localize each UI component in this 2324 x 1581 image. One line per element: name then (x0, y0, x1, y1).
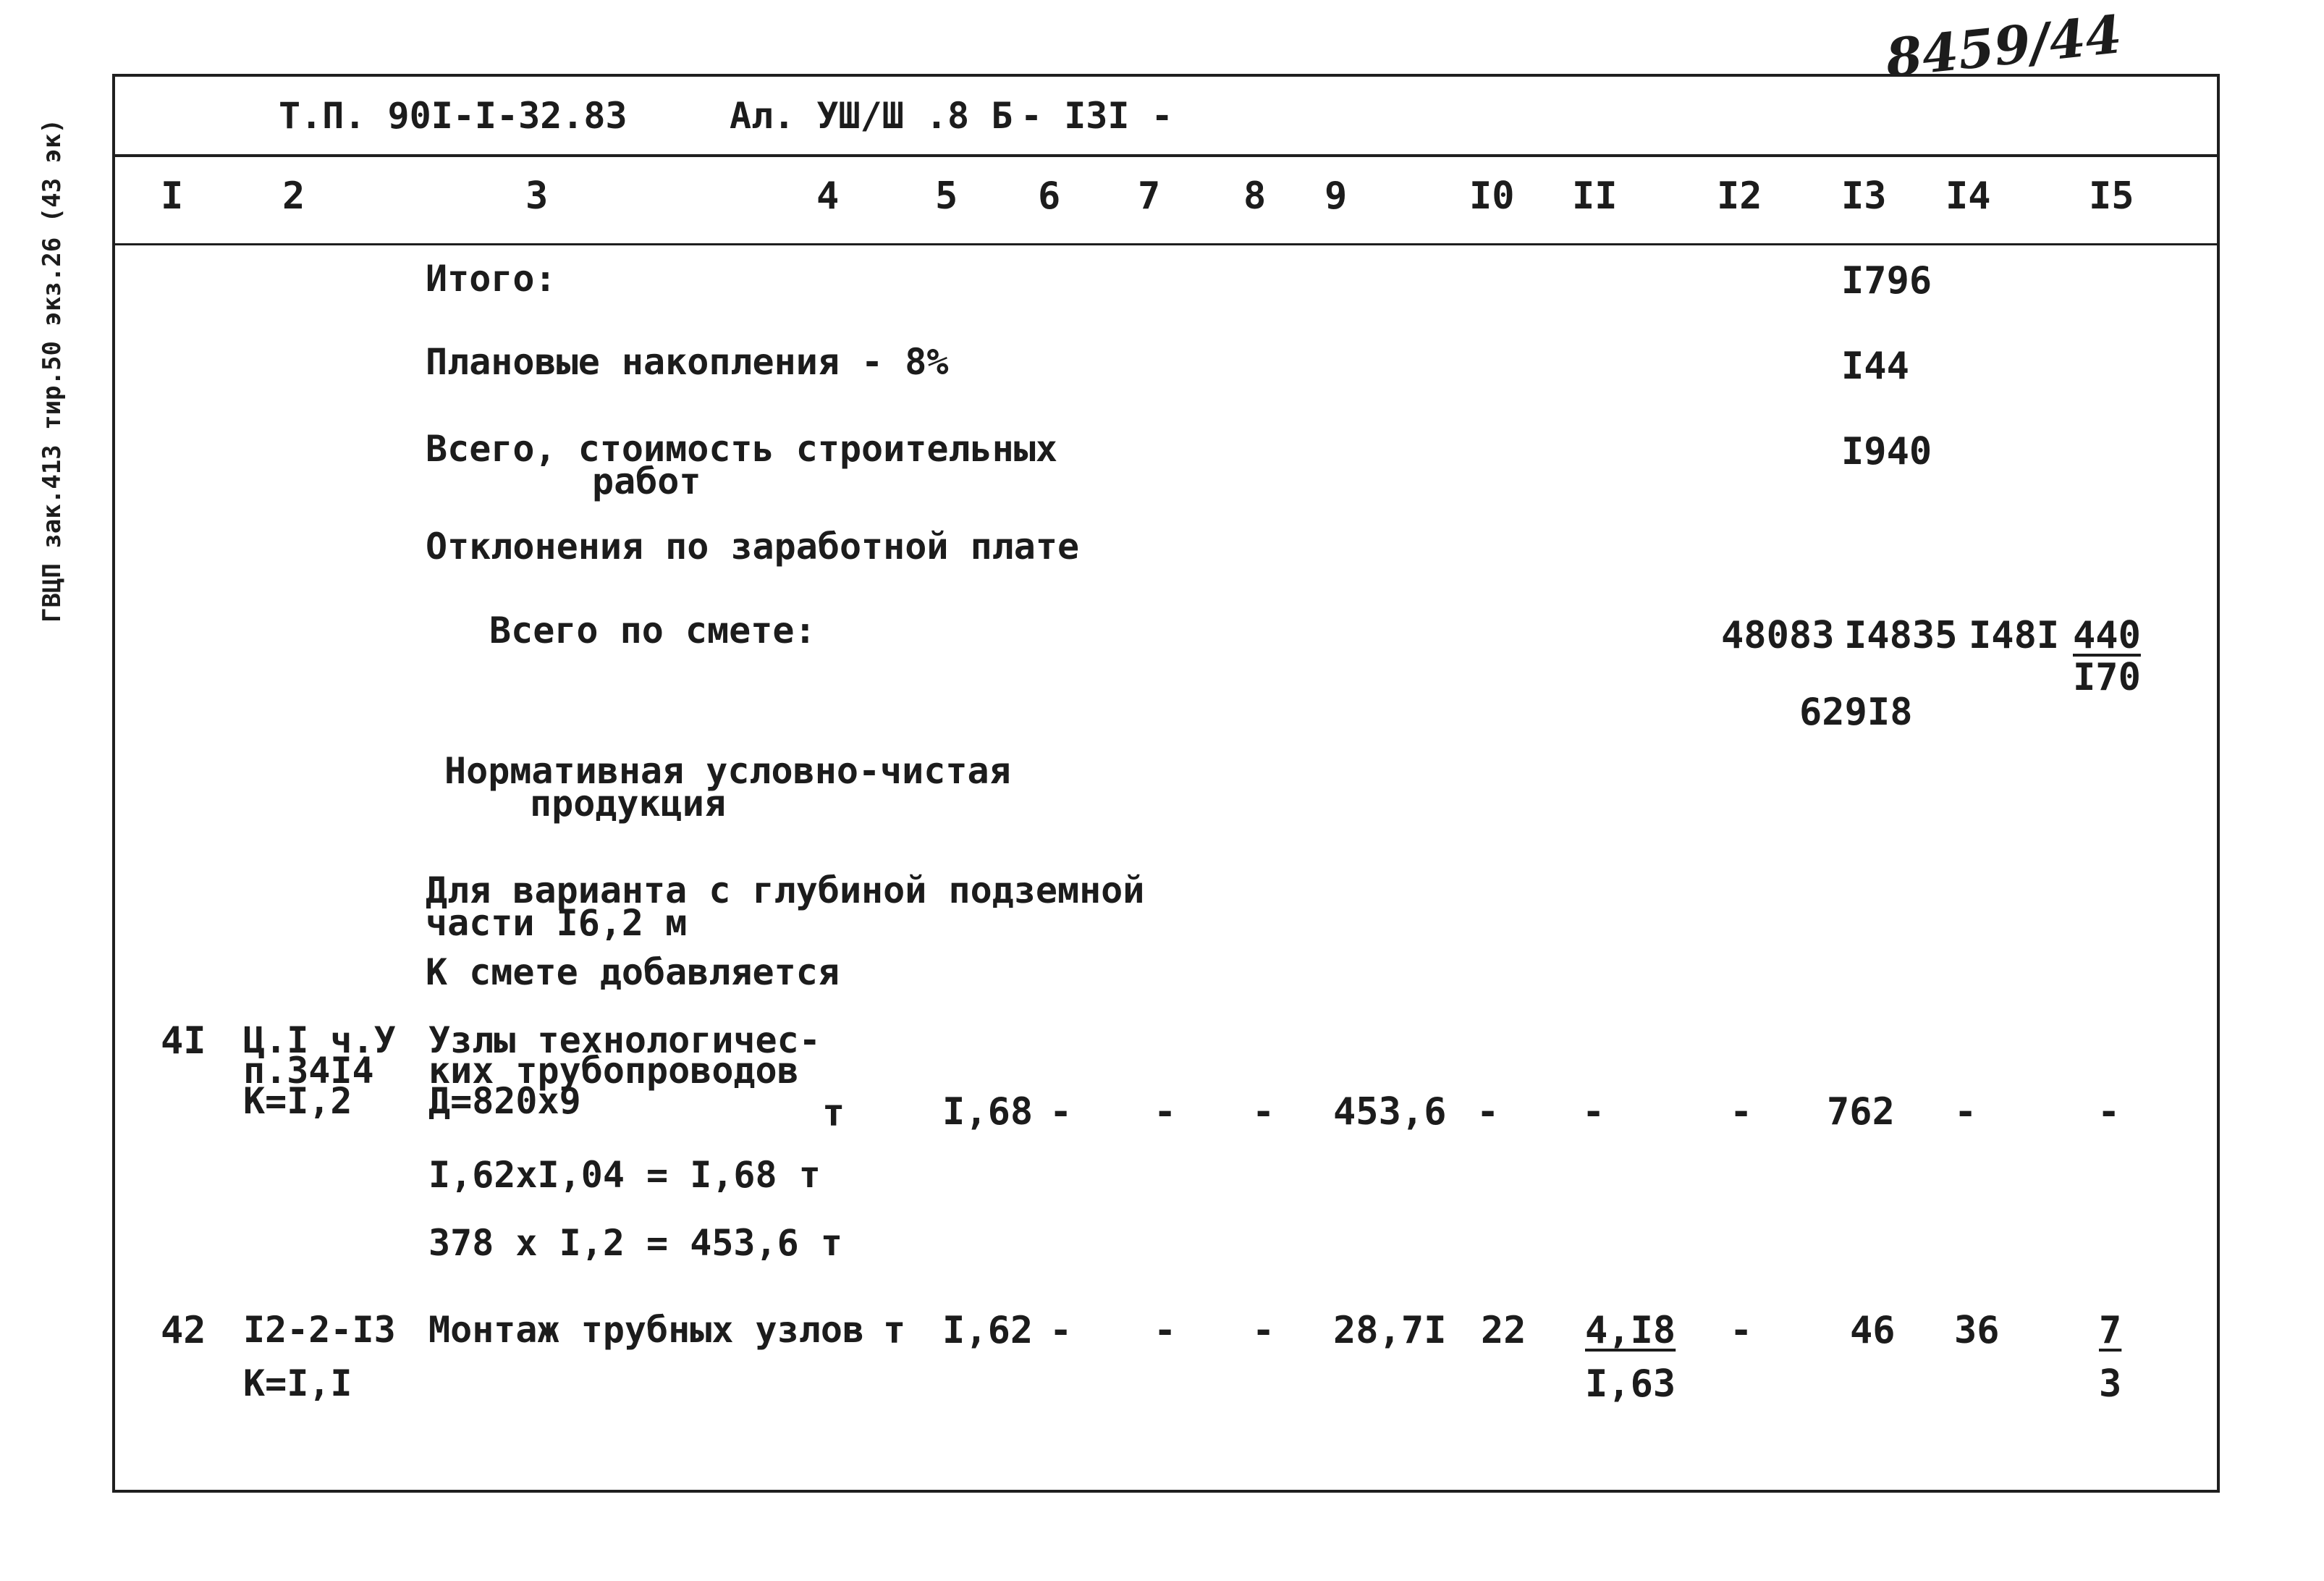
column-number: I2 (1717, 174, 1762, 218)
column-number: 9 (1324, 174, 1348, 218)
variant-note-cont: части I6,2 м (426, 902, 688, 944)
column-number: 7 (1138, 174, 1161, 218)
row-col15-numerator: 7 (2099, 1309, 2122, 1352)
smeta-col14: I48I (1969, 614, 2060, 657)
planovye-col13: I44 (1841, 345, 1909, 388)
row-col12: - (1730, 1090, 1753, 1134)
smeta-col15-denominator: I70 (2073, 656, 2141, 699)
row-col6: - (1049, 1090, 1073, 1134)
row-unit: т (883, 1309, 906, 1352)
row-col15-denominator: 3 (2099, 1362, 2122, 1406)
column-number: I (161, 174, 184, 218)
row-col11: - (1582, 1090, 1605, 1134)
smeta-col13: I4835 (1844, 614, 1958, 657)
row-description: Монтаж трубных узлов (428, 1309, 865, 1351)
row-col13: 46 (1850, 1309, 1896, 1352)
row-description-diameter: Д=820х9 (428, 1080, 581, 1122)
planovye-label: Плановые накопления - 8% (426, 341, 949, 383)
row-description: Узлы технологичес- (428, 1019, 821, 1061)
otkloneniya-label: Отклонения по заработной плате (426, 526, 1080, 568)
row-code-cont: п.34I4 (243, 1050, 374, 1092)
row-col11-denominator: I,63 (1585, 1362, 1676, 1406)
smeta-grand-total: 629I8 (1799, 691, 1913, 734)
side-print-stamp: ГВЦП зак.413 тир.50 экз.26 (43 эк) (38, 119, 67, 623)
smeta-col12: 48083 (1721, 614, 1835, 657)
row-code-coef: К=I,2 (243, 1080, 352, 1122)
vsego-col13: I940 (1841, 430, 1932, 473)
smeta-total-label: Всего по смете: (489, 610, 816, 652)
row-col10: 22 (1481, 1309, 1526, 1352)
row-col5: I,68 (942, 1090, 1034, 1134)
column-number: 2 (282, 174, 305, 218)
row-col11-numerator: 4,I8 (1585, 1309, 1676, 1352)
row-col7: - (1154, 1309, 1177, 1352)
column-number: 5 (935, 174, 958, 218)
row-calculation: I,62хI,04 = I,68 т (428, 1154, 821, 1196)
column-header-rule (112, 243, 2220, 245)
norm-product-label: Нормативная условно-чистая (444, 750, 1011, 792)
row-col14: 36 (1954, 1309, 2000, 1352)
row-col5: I,62 (942, 1309, 1034, 1352)
row-col13: 762 (1827, 1090, 1895, 1134)
project-code: Т.П. 90I-I-32.83 (279, 95, 628, 137)
column-number: 6 (1038, 174, 1061, 218)
row-code: I2-2-I3 (243, 1309, 396, 1351)
row-number: 42 (161, 1309, 206, 1352)
itogo-col13: I796 (1841, 259, 1932, 303)
row-col15: - (2097, 1090, 2121, 1134)
column-number: 8 (1243, 174, 1267, 218)
column-number: I3 (1841, 174, 1887, 218)
row-col9: 453,6 (1333, 1090, 1447, 1134)
row-unit: т (822, 1092, 845, 1135)
archive-code-stamp: 8459/44 (1883, 3, 2125, 89)
header-rule (112, 154, 2220, 157)
row-code: Ц.I ч.У (243, 1019, 396, 1061)
smeta-col15-numerator: 440 (2073, 614, 2141, 657)
column-number: 3 (525, 174, 549, 218)
column-number: I5 (2089, 174, 2134, 218)
row-col8: - (1252, 1309, 1275, 1352)
album-code: Ал. УШ/Ш .8 Б (730, 95, 1013, 137)
row-col6: - (1049, 1309, 1073, 1352)
vsego-label-cont: работ (592, 460, 701, 502)
variant-note: Для варианта с глубиной подземной (426, 869, 1145, 911)
row-col8: - (1252, 1090, 1275, 1134)
page-number: - I3I - (1021, 95, 1173, 137)
row-col7: - (1154, 1090, 1177, 1134)
added-to-estimate: К смете добавляется (426, 951, 840, 993)
row-col10: - (1476, 1090, 1500, 1134)
row-calculation: 378 х I,2 = 453,6 т (428, 1222, 842, 1264)
column-number: II (1572, 174, 1618, 218)
itogo-label: Итого: (426, 258, 557, 300)
row-description-cont: ких трубопроводов (428, 1050, 799, 1092)
vsego-label: Всего, стоимость строительных (426, 428, 1057, 470)
row-code-coef: К=I,I (243, 1362, 352, 1404)
norm-product-label-cont: продукция (530, 783, 726, 825)
row-col14: - (1954, 1090, 1977, 1134)
column-number: 4 (816, 174, 840, 218)
column-number: I4 (1945, 174, 1991, 218)
row-number: 4I (161, 1019, 206, 1063)
row-col9: 28,7I (1333, 1309, 1447, 1352)
column-number: I0 (1469, 174, 1515, 218)
row-col12: - (1730, 1309, 1753, 1352)
